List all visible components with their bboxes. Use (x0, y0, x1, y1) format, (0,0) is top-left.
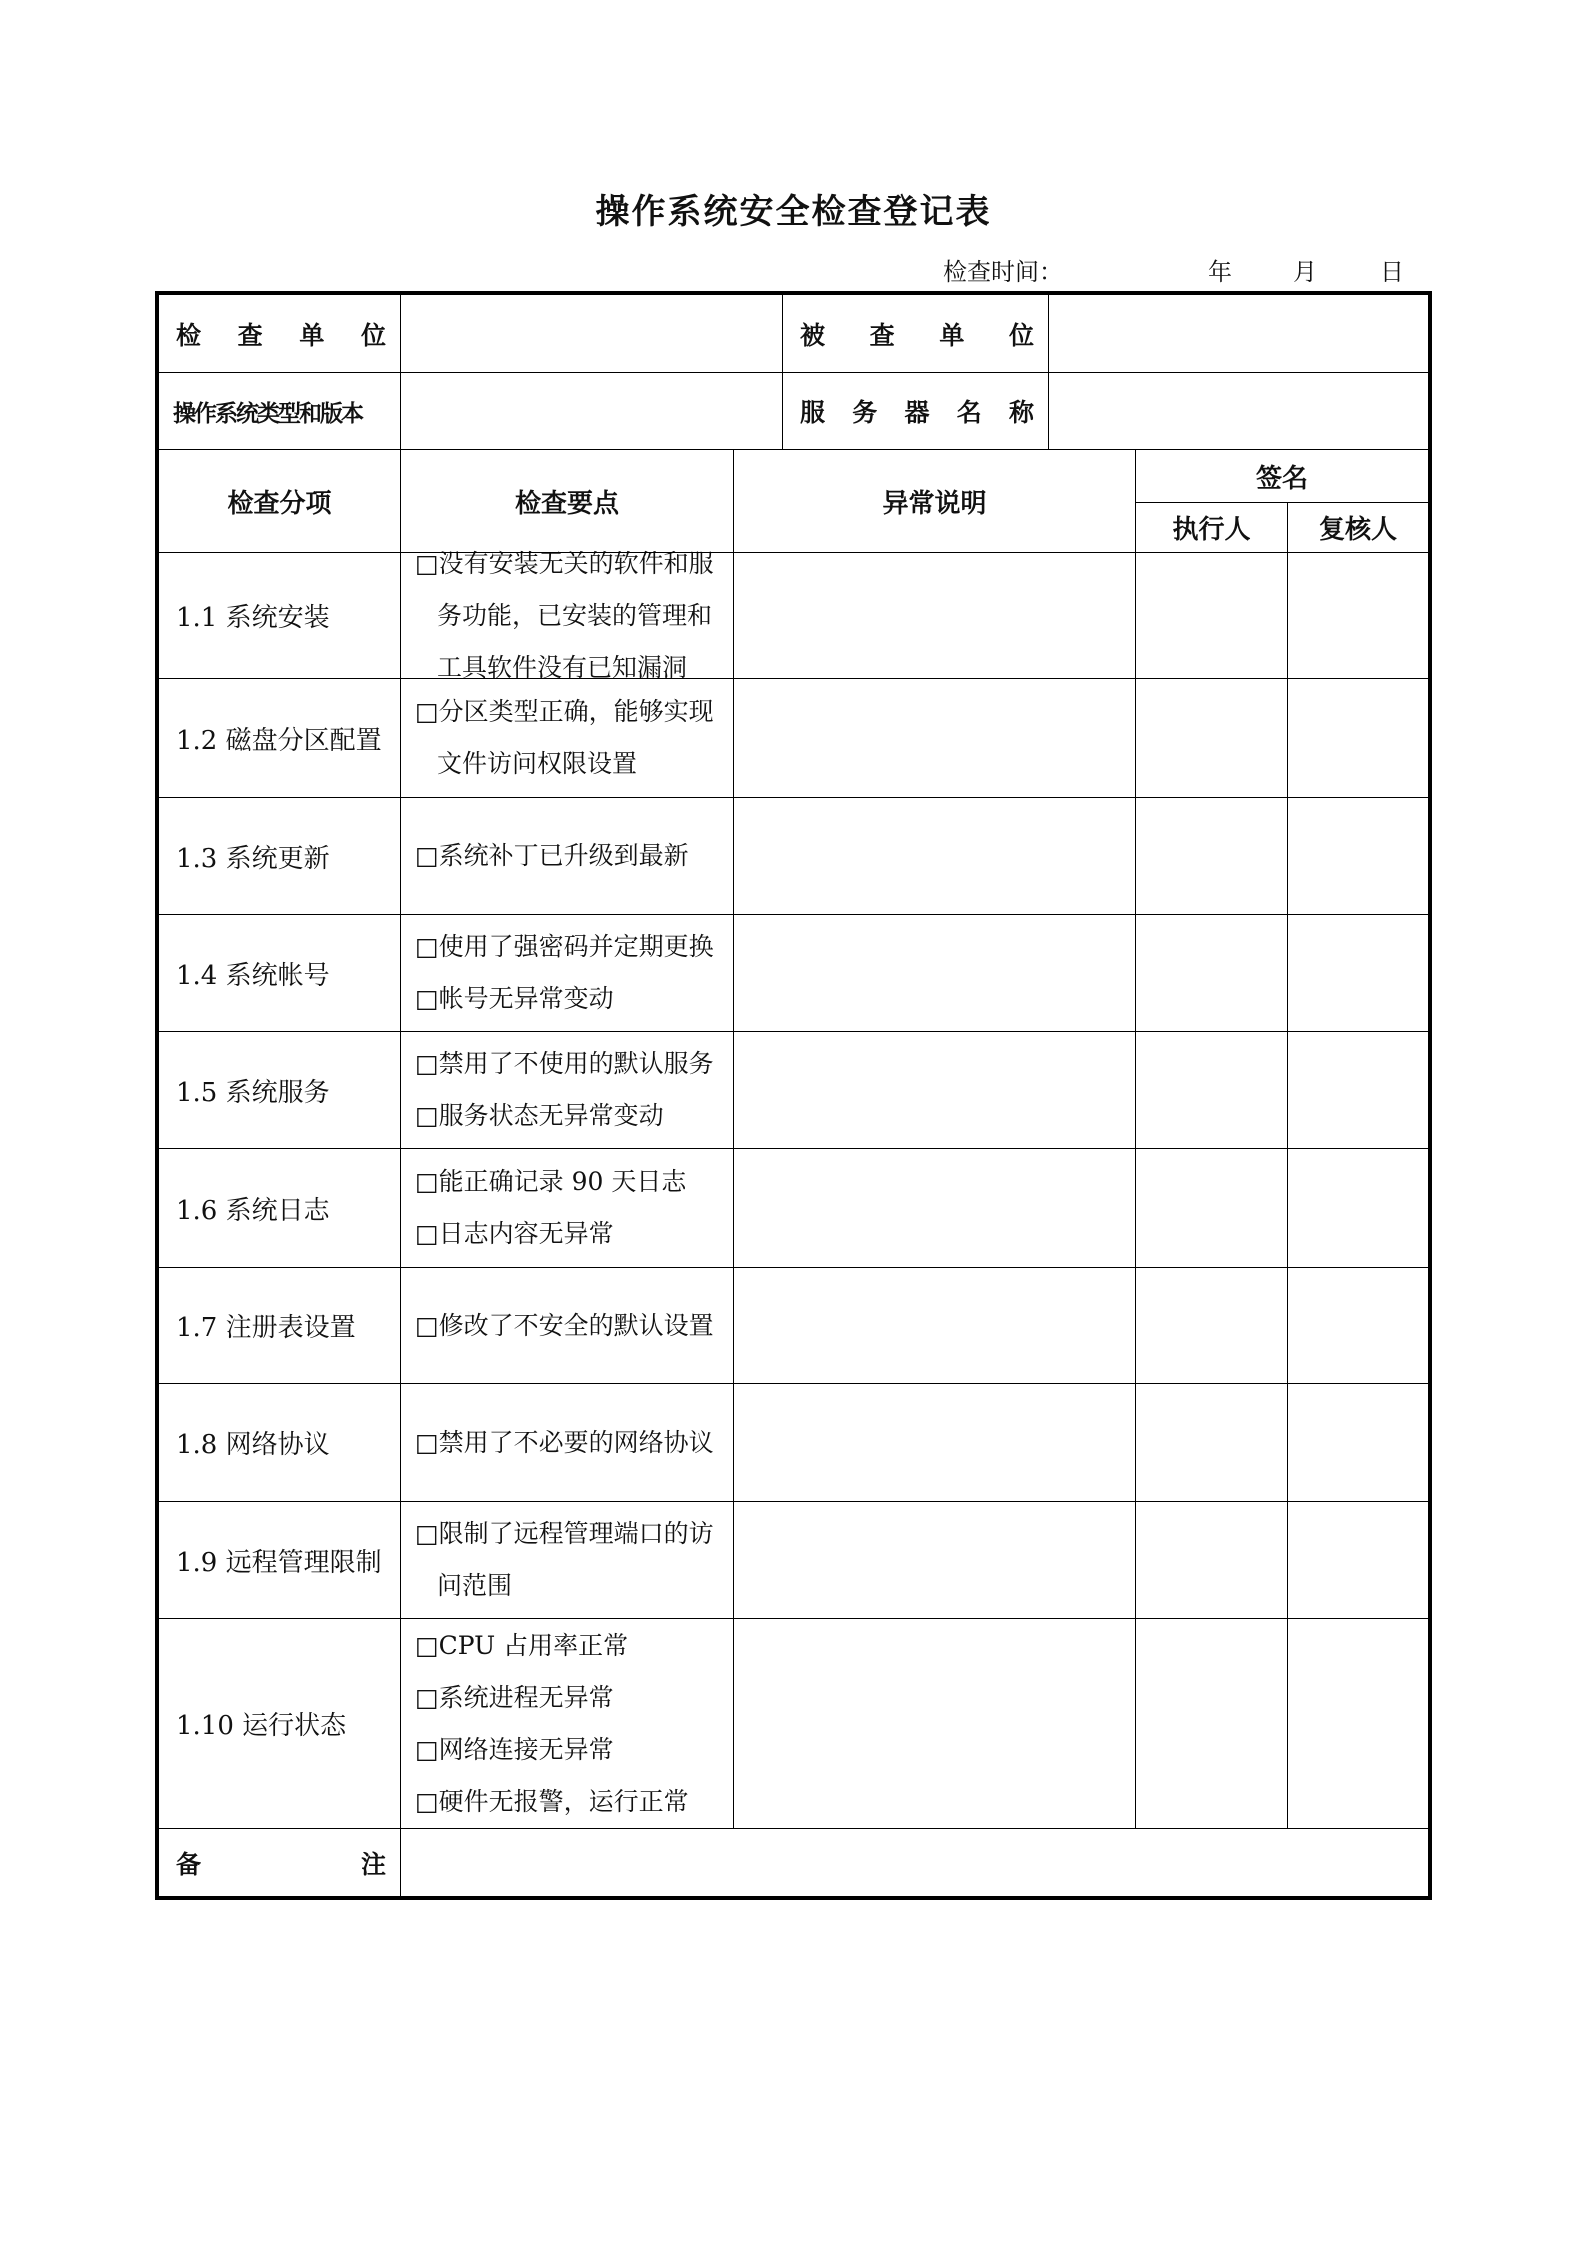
row-reviewer-signature[interactable] (1288, 915, 1428, 1031)
label-char: 检 (176, 320, 202, 350)
label-char: 称 (1008, 398, 1034, 427)
check-point[interactable]: □限制了远程管理端口的访问范围 (415, 1519, 714, 1600)
row-executor-signature[interactable] (1136, 1502, 1287, 1618)
row-check-points (401, 1032, 733, 1148)
inspecting-unit-label (159, 295, 400, 372)
grid-line (782, 294, 783, 449)
grid-line (158, 1031, 1430, 1032)
remarks-label (159, 1829, 400, 1896)
header-signature: 签名 (1255, 463, 1308, 494)
check-point[interactable]: □系统进程无异常 (415, 1682, 614, 1712)
check-point[interactable]: □分区类型正确，能够实现文件访问权限设置 (415, 697, 714, 778)
os-type-field[interactable] (401, 373, 782, 449)
page-title: 操作系统安全检查登记表 (595, 192, 992, 232)
grid-line (1287, 502, 1288, 1828)
row-item-label: 1.10 运行状态 (176, 1711, 347, 1741)
row-executor-signature[interactable] (1136, 1384, 1287, 1501)
grid-line (158, 1618, 1430, 1619)
label-char: 位 (360, 320, 386, 350)
grid-line (158, 1828, 1430, 1829)
row-item-label: 1.4 系统帐号 (176, 960, 330, 991)
row-anomaly-field[interactable] (734, 1384, 1135, 1501)
check-point[interactable]: □服务状态无异常变动 (415, 1101, 664, 1130)
row-anomaly-field[interactable] (734, 1619, 1135, 1828)
check-point[interactable]: □使用了强密码并定期更换 (415, 932, 714, 961)
grid-line (158, 1267, 1430, 1268)
row-anomaly-field[interactable] (734, 1502, 1135, 1618)
row-anomaly-field[interactable] (734, 1149, 1135, 1267)
label-char: 务 (852, 398, 878, 427)
check-point[interactable]: □禁用了不使用的默认服务 (415, 1049, 714, 1078)
row-anomaly-field[interactable] (734, 1032, 1135, 1148)
row-check-points (401, 679, 733, 797)
grid-line (158, 372, 1430, 373)
row-item-label: 1.3 系统更新 (176, 843, 330, 874)
row-check-points (401, 1502, 733, 1618)
row-check-points (401, 1619, 733, 1828)
row-reviewer-signature[interactable] (1288, 798, 1428, 914)
row-item-label: 1.5 系统服务 (176, 1077, 330, 1108)
grid-line (400, 294, 401, 449)
check-date-year: 年 (1208, 258, 1232, 286)
inspected-unit-field[interactable] (1049, 295, 1428, 372)
label-char: 位 (1008, 320, 1034, 350)
row-anomaly-field[interactable] (734, 679, 1135, 797)
row-executor-signature[interactable] (1136, 1268, 1287, 1383)
grid-line (158, 552, 1430, 553)
row-check-points (401, 1384, 733, 1501)
label-char: 被 (800, 320, 826, 350)
label-char: 单 (939, 320, 965, 350)
check-date-label: 检查时间： (943, 258, 1063, 286)
row-item-label: 1.1 系统安装 (176, 603, 330, 633)
check-date-month: 月 (1293, 258, 1317, 286)
row-reviewer-signature[interactable] (1288, 1502, 1428, 1618)
row-reviewer-signature[interactable] (1288, 1619, 1428, 1828)
grid-line (158, 449, 1430, 450)
row-executor-signature[interactable] (1136, 1149, 1287, 1267)
row-check-points (401, 1268, 733, 1383)
row-reviewer-signature[interactable] (1288, 553, 1428, 678)
row-anomaly-field[interactable] (734, 915, 1135, 1031)
row-item-label: 1.2 磁盘分区配置 (176, 725, 382, 756)
header-reviewer: 复核人 (1318, 515, 1397, 545)
row-executor-signature[interactable] (1136, 798, 1287, 914)
label-char: 服 (800, 398, 826, 427)
grid-line (158, 1383, 1430, 1384)
row-reviewer-signature[interactable] (1288, 1032, 1428, 1148)
row-anomaly-field[interactable] (734, 553, 1135, 678)
check-point[interactable]: □修改了不安全的默认设置 (415, 1310, 714, 1340)
label-char: 查 (237, 320, 263, 350)
server-name-label (783, 373, 1048, 449)
check-point[interactable]: □日志内容无异常 (415, 1219, 614, 1248)
check-point[interactable]: □没有安装无关的软件和服务功能，已安装的管理和工具软件没有已知漏洞 (415, 548, 714, 682)
label-char: 器 (904, 398, 930, 427)
row-reviewer-signature[interactable] (1288, 1149, 1428, 1267)
row-executor-signature[interactable] (1136, 1619, 1287, 1828)
grid-line (1048, 294, 1049, 449)
row-item-label: 1.7 注册表设置 (176, 1313, 356, 1343)
grid-line (733, 449, 734, 1828)
header-anomaly: 异常说明 (882, 488, 987, 519)
row-check-points (401, 548, 733, 682)
row-executor-signature[interactable] (1136, 679, 1287, 797)
row-executor-signature[interactable] (1136, 1032, 1287, 1148)
grid-line (400, 449, 401, 1900)
row-anomaly-field[interactable] (734, 1268, 1135, 1383)
label-char: 查 (869, 320, 895, 350)
row-check-points (401, 798, 733, 914)
check-point[interactable]: □CPU 占用率正常 (415, 1630, 629, 1660)
row-item-label: 1.9 远程管理限制 (176, 1547, 382, 1578)
row-executor-signature[interactable] (1136, 915, 1287, 1031)
grid-line (158, 678, 1430, 679)
row-item-label: 1.6 系统日志 (176, 1195, 330, 1226)
check-point[interactable]: □能正确记录 90 天日志 (415, 1167, 687, 1196)
grid-line (1135, 502, 1430, 503)
check-point[interactable]: □系统补丁已升级到最新 (415, 841, 689, 870)
grid-line (158, 797, 1430, 798)
header-item: 检查分项 (227, 488, 332, 519)
inspecting-unit-field[interactable] (401, 295, 782, 372)
inspected-unit-label (783, 295, 1048, 372)
row-reviewer-signature[interactable] (1288, 1268, 1428, 1383)
check-point[interactable]: □帐号无异常变动 (415, 984, 614, 1013)
row-reviewer-signature[interactable] (1288, 679, 1428, 797)
grid-line (158, 1148, 1430, 1149)
check-point[interactable]: □禁用了不必要的网络协议 (415, 1427, 714, 1457)
check-point[interactable]: □硬件无报警，运行正常 (415, 1786, 689, 1816)
label-char: 单 (299, 320, 325, 350)
label-char: 注 (360, 1849, 386, 1879)
row-anomaly-field[interactable] (734, 798, 1135, 914)
row-executor-signature[interactable] (1136, 553, 1287, 678)
row-check-points (401, 1149, 733, 1267)
header-points: 检查要点 (514, 488, 619, 519)
remarks-field[interactable] (401, 1829, 1428, 1896)
check-point[interactable]: □网络连接无异常 (415, 1734, 614, 1764)
row-item-label: 1.8 网络协议 (176, 1430, 330, 1460)
grid-line (158, 914, 1430, 915)
grid-line (1135, 449, 1136, 1828)
label-char: 备 (176, 1849, 202, 1879)
check-date-day: 日 (1380, 258, 1404, 286)
row-reviewer-signature[interactable] (1288, 1384, 1428, 1501)
row-check-points (401, 915, 733, 1031)
grid-line (158, 1501, 1430, 1502)
os-type-label: 操作系统类型和版本 (173, 400, 362, 427)
server-name-field[interactable] (1049, 373, 1428, 449)
label-char: 名 (956, 398, 982, 427)
header-executor: 执行人 (1172, 515, 1251, 545)
